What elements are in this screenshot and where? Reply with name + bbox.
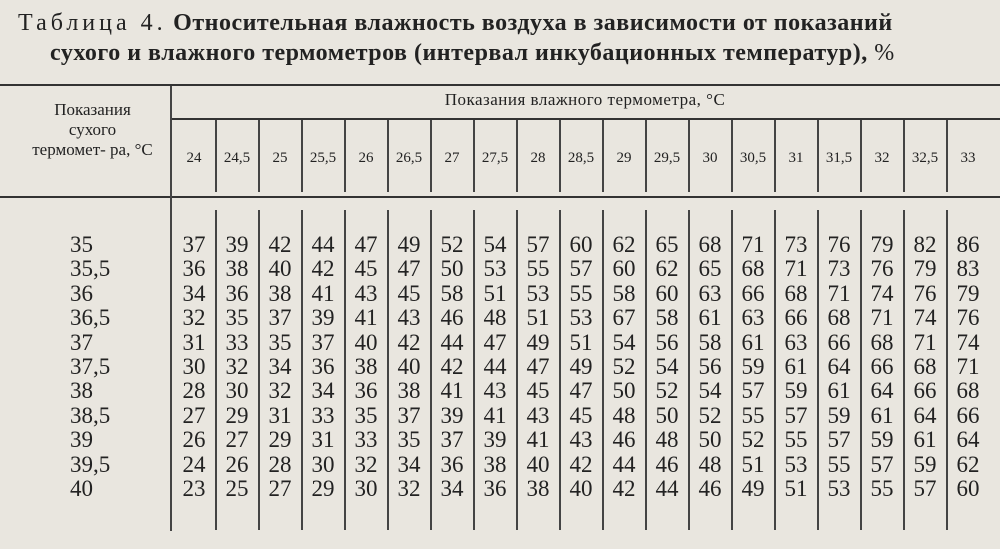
table-cell: 46 [698, 476, 722, 501]
table-cell: 56 [655, 329, 679, 355]
table-cell: 52 [741, 427, 765, 453]
table-cell: 46 [655, 451, 679, 477]
table-cell: 71 [784, 256, 808, 282]
row-label: 37,5 [70, 354, 111, 379]
table-cell: 31 [311, 427, 335, 453]
table-cell: 33 [311, 402, 335, 428]
table-title-1: Относительная влажность воздуха в зависимости от показаний [173, 10, 893, 36]
table-cell: 65 [698, 256, 722, 282]
table-cell: 34 [182, 280, 206, 306]
table-cell: 54 [655, 354, 679, 379]
table-cell: 30 [354, 476, 378, 501]
table-cell: 50 [655, 402, 679, 428]
table-cell: 36 [182, 256, 206, 282]
table-cell: 38 [354, 354, 378, 379]
table-cell: 60 [612, 256, 636, 282]
table-cell: 59 [784, 378, 808, 404]
table-cell: 74 [913, 305, 937, 331]
table-cell: 43 [526, 402, 550, 428]
table-cell: 66 [956, 402, 980, 428]
column-header: 32 [874, 150, 890, 166]
table-cell: 57 [741, 378, 765, 404]
table-cell: 76 [870, 256, 894, 282]
column-header: 31,5 [825, 150, 853, 166]
row-label: 39 [70, 427, 93, 453]
table-number: Таблица 4. [18, 10, 167, 36]
table-cell: 35 [268, 329, 292, 355]
table-cell: 41 [483, 402, 507, 428]
table-cell: 47 [354, 232, 378, 257]
table-cell: 68 [827, 305, 851, 331]
column-header: 25,5 [309, 150, 337, 166]
row-label: 38 [70, 378, 93, 404]
table-cell: 38 [225, 256, 249, 282]
column-header: 25 [272, 150, 288, 166]
table-cell: 49 [741, 476, 765, 501]
table-cell: 48 [612, 402, 636, 428]
table-cell: 44 [483, 354, 507, 379]
table-cell: 36 [483, 476, 507, 501]
table-cell: 66 [741, 280, 765, 306]
table-cell: 68 [741, 256, 765, 282]
table-cell: 30 [182, 354, 206, 379]
table-cell: 29 [268, 427, 292, 453]
table-cell: 59 [827, 402, 851, 428]
table-cell: 42 [397, 329, 421, 355]
table-cell: 62 [956, 451, 980, 477]
table-cell: 34 [268, 354, 292, 379]
table-cell: 27 [268, 476, 292, 501]
table-cell: 52 [612, 354, 636, 379]
table-cell: 50 [612, 378, 636, 404]
table-cell: 61 [698, 305, 722, 331]
table-cell: 37 [311, 329, 335, 355]
table-cell: 60 [655, 280, 679, 306]
table-cell: 57 [784, 402, 808, 428]
table-cell: 64 [956, 427, 980, 453]
table-cell: 27 [182, 402, 206, 428]
table-cell: 40 [397, 354, 421, 379]
table-cell: 54 [698, 378, 722, 404]
table-cell: 32 [397, 476, 421, 501]
table-cell: 57 [526, 232, 550, 257]
table-cell: 55 [784, 427, 808, 453]
table-cell: 26 [182, 427, 206, 453]
table-cell: 71 [827, 280, 851, 306]
table-cell: 31 [268, 402, 292, 428]
table-cell: 43 [483, 378, 507, 404]
column-header: 26,5 [395, 150, 423, 166]
table-cell: 51 [784, 476, 808, 501]
table-cell: 68 [913, 354, 937, 379]
table-cell: 76 [956, 305, 980, 331]
table-cell: 53 [784, 451, 808, 477]
table-cell: 65 [655, 232, 679, 257]
table-cell: 55 [827, 451, 851, 477]
table-cell: 43 [397, 305, 421, 331]
table-cell: 66 [784, 305, 808, 331]
table-cell: 45 [354, 256, 378, 282]
table-cell: 36 [440, 451, 464, 477]
table-cell: 36 [311, 354, 335, 379]
table-cell: 38 [268, 280, 292, 306]
row-label: 40 [70, 476, 93, 501]
table-cell: 45 [526, 378, 550, 404]
table-cell: 43 [569, 427, 593, 453]
table-cell: 71 [741, 232, 765, 257]
table-cell: 51 [569, 329, 593, 355]
table-cell: 23 [182, 476, 206, 501]
table-cell: 76 [913, 280, 937, 306]
table-cell: 55 [870, 476, 894, 501]
table-cell: 48 [483, 305, 507, 331]
table-cell: 35 [397, 427, 421, 453]
table-cell: 76 [827, 232, 851, 257]
table-cell: 86 [956, 232, 980, 257]
table-cell: 29 [225, 402, 249, 428]
table-cell: 32 [182, 305, 206, 331]
table-cell: 45 [397, 280, 421, 306]
table-cell: 58 [612, 280, 636, 306]
table-cell: 60 [569, 232, 593, 257]
subheader-rule [172, 118, 1000, 120]
table-cell: 64 [913, 402, 937, 428]
table-title-2: сухого и влажного термометров (интервал инкубационных температур), [50, 40, 868, 66]
table-cell: 42 [569, 451, 593, 477]
table-cell: 62 [612, 232, 636, 257]
table-cell: 74 [956, 329, 980, 355]
table-cell: 28 [268, 451, 292, 477]
table-cell: 40 [526, 451, 550, 477]
table-cell: 64 [870, 378, 894, 404]
table-cell: 38 [526, 476, 550, 501]
row-label: 36,5 [70, 305, 111, 331]
table-cell: 28 [182, 378, 206, 404]
table-cell: 51 [526, 305, 550, 331]
table-cell: 50 [440, 256, 464, 282]
table-cell: 60 [956, 476, 980, 501]
table-cell: 26 [225, 451, 249, 477]
table-cell: 61 [784, 354, 808, 379]
table-cell: 66 [870, 354, 894, 379]
column-header: 29 [616, 150, 632, 166]
table-cell: 68 [698, 232, 722, 257]
table-cell: 43 [354, 280, 378, 306]
table-cell: 48 [698, 451, 722, 477]
table-cell: 41 [440, 378, 464, 404]
table-cell: 54 [483, 232, 507, 257]
table-cell: 68 [956, 378, 980, 404]
table-cell: 73 [784, 232, 808, 257]
table-cell: 42 [268, 232, 292, 257]
column-header: 27 [444, 150, 460, 166]
column-header: 33 [960, 150, 976, 166]
table-cell: 37 [268, 305, 292, 331]
table-cell: 42 [311, 256, 335, 282]
table-cell: 61 [913, 427, 937, 453]
table-cell: 68 [784, 280, 808, 306]
table-cell: 49 [397, 232, 421, 257]
table-cell: 32 [268, 378, 292, 404]
column-header: 28,5 [567, 150, 595, 166]
table-cell: 50 [698, 427, 722, 453]
table-cell: 61 [870, 402, 894, 428]
table-cell: 53 [569, 305, 593, 331]
table-cell: 71 [956, 354, 980, 379]
row-label: 35 [70, 232, 93, 257]
column-header: 32,5 [911, 150, 939, 166]
column-header: 24,5 [223, 150, 251, 166]
table-cell: 63 [784, 329, 808, 355]
table-cell: 45 [569, 402, 593, 428]
caption-line-1 [18, 8, 988, 38]
column-header: 30,5 [739, 150, 767, 166]
table-cell: 52 [440, 232, 464, 257]
table-cell: 34 [311, 378, 335, 404]
table-cell: 39 [440, 402, 464, 428]
table-cell: 35 [354, 402, 378, 428]
table-cell: 79 [956, 280, 980, 306]
caption-line-2 [18, 38, 988, 68]
table-cell: 41 [526, 427, 550, 453]
table-cell: 48 [655, 427, 679, 453]
column-header: 24 [186, 150, 202, 166]
table-cell: 66 [827, 329, 851, 355]
table-cell: 79 [913, 256, 937, 282]
table-cell: 54 [612, 329, 636, 355]
table-cell: 68 [870, 329, 894, 355]
table-cell: 37 [440, 427, 464, 453]
table-cell: 57 [827, 427, 851, 453]
table-cell: 46 [612, 427, 636, 453]
table-cell: 62 [655, 256, 679, 282]
row-label: 35,5 [70, 256, 111, 282]
table-unit: % [874, 40, 895, 66]
column-header: 27,5 [481, 150, 509, 166]
table-cell: 51 [741, 451, 765, 477]
stub-divider [170, 86, 172, 531]
table-cell: 44 [311, 232, 335, 257]
table-cell: 57 [569, 256, 593, 282]
row-label: 36 [70, 280, 93, 306]
header-bottom-rule [0, 196, 1000, 198]
table-caption [18, 8, 988, 68]
table-cell: 44 [612, 451, 636, 477]
table-cell: 44 [440, 329, 464, 355]
table-cell: 27 [225, 427, 249, 453]
table-cell: 39 [311, 305, 335, 331]
stub-header: Показания сухого термомет- ра, °С [32, 100, 153, 159]
table-cell: 56 [698, 354, 722, 379]
table-cell: 57 [913, 476, 937, 501]
column-header: 26 [358, 150, 374, 166]
table-cell: 57 [870, 451, 894, 477]
table-cell: 30 [311, 451, 335, 477]
table-cell: 63 [741, 305, 765, 331]
table-cell: 58 [698, 329, 722, 355]
column-header: 30 [702, 150, 718, 166]
table-cell: 64 [827, 354, 851, 379]
table-cell: 73 [827, 256, 851, 282]
table-cell: 58 [655, 305, 679, 331]
table-cell: 52 [655, 378, 679, 404]
table-cell: 53 [526, 280, 550, 306]
table-cell: 51 [483, 280, 507, 306]
table-cell: 32 [354, 451, 378, 477]
table-cell: 47 [569, 378, 593, 404]
table-cell: 55 [526, 256, 550, 282]
table-cell: 40 [354, 329, 378, 355]
table-cell: 49 [569, 354, 593, 379]
table-cell: 39 [225, 232, 249, 257]
table-cell: 61 [741, 329, 765, 355]
table-cell: 59 [870, 427, 894, 453]
table-cell: 39 [483, 427, 507, 453]
table-cell: 55 [569, 280, 593, 306]
table-cell: 83 [956, 256, 980, 282]
table-cell: 36 [354, 378, 378, 404]
table-cell: 38 [397, 378, 421, 404]
table-cell: 37 [397, 402, 421, 428]
table-cell: 34 [440, 476, 464, 501]
table-cell: 32 [225, 354, 249, 379]
table-cell: 66 [913, 378, 937, 404]
table-cell: 67 [612, 305, 636, 331]
table-cell: 42 [612, 476, 636, 501]
table-cell: 47 [526, 354, 550, 379]
table-cell: 24 [182, 451, 206, 477]
table-cell: 34 [397, 451, 421, 477]
table-cell: 33 [354, 427, 378, 453]
table-cell: 47 [483, 329, 507, 355]
table-cell: 30 [225, 378, 249, 404]
table-cell: 63 [698, 280, 722, 306]
table-cell: 52 [698, 402, 722, 428]
table-cell: 35 [225, 305, 249, 331]
table-cell: 47 [397, 256, 421, 282]
table-cell: 31 [182, 329, 206, 355]
top-rule [0, 84, 1000, 86]
column-header: 29,5 [653, 150, 681, 166]
row-label: 39,5 [70, 451, 111, 477]
table-cell: 36 [225, 280, 249, 306]
table-cell: 59 [741, 354, 765, 379]
table-cell: 41 [354, 305, 378, 331]
table-cell: 71 [913, 329, 937, 355]
table-cell: 74 [870, 280, 894, 306]
table-cell: 55 [741, 402, 765, 428]
table-cell: 79 [870, 232, 894, 257]
wet-thermometer-header: Показания влажного термометра, °С [444, 90, 726, 109]
column-header: 31 [788, 150, 804, 166]
table-cell: 41 [311, 280, 335, 306]
table-cell: 38 [483, 451, 507, 477]
row-label: 38,5 [70, 402, 111, 428]
table-cell: 29 [311, 476, 335, 501]
table-cell: 46 [440, 305, 464, 331]
table-cell: 61 [827, 378, 851, 404]
table-cell: 40 [569, 476, 593, 501]
column-header: 28 [530, 150, 546, 166]
table-cell: 40 [268, 256, 292, 282]
table-cell: 25 [225, 476, 249, 501]
table-cell: 53 [827, 476, 851, 501]
table-cell: 42 [440, 354, 464, 379]
table-cell: 37 [182, 232, 206, 257]
table-cell: 53 [483, 256, 507, 282]
table-cell: 59 [913, 451, 937, 477]
table-cell: 58 [440, 280, 464, 306]
table-cell: 71 [870, 305, 894, 331]
table-cell: 33 [225, 329, 249, 355]
table-cell: 82 [913, 232, 937, 257]
table-cell: 44 [655, 476, 679, 501]
table-cell: 49 [526, 329, 550, 355]
row-label: 37 [70, 329, 93, 355]
